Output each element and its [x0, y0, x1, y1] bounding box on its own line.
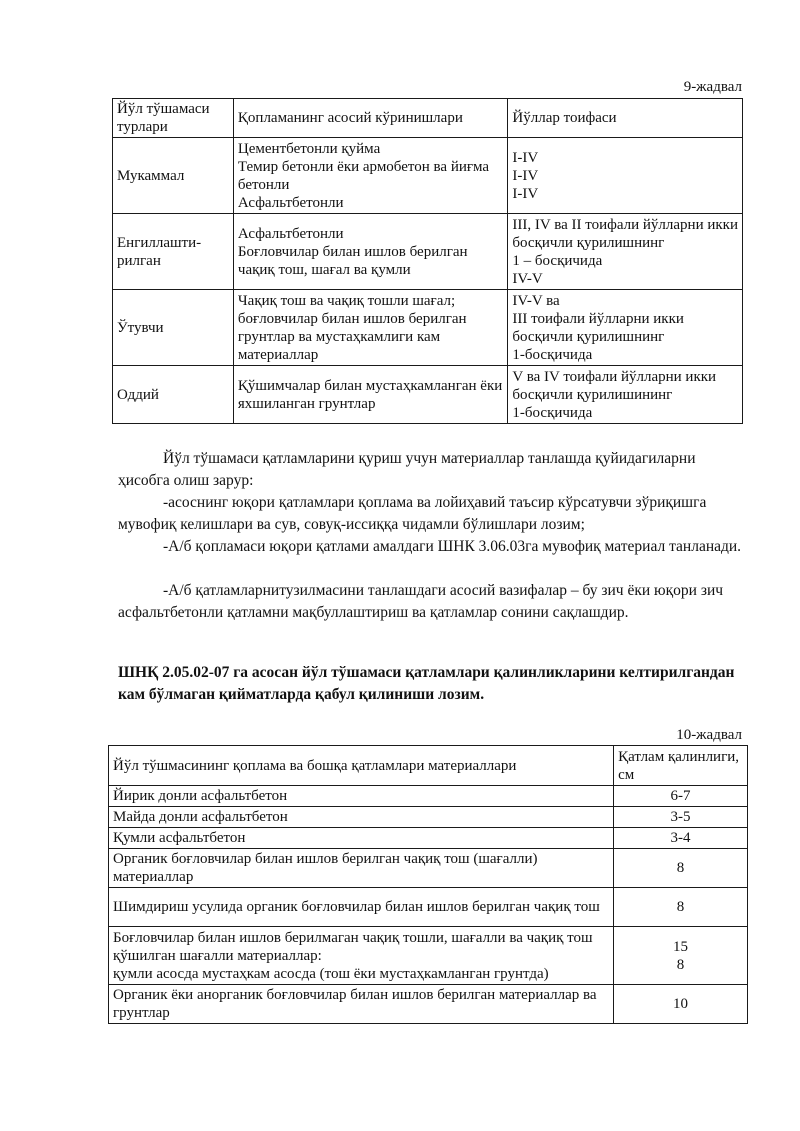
table9-cell-type	[113, 214, 234, 290]
paragraph: -А/б қопламаси юқори қатлами амалдаги ШНК 3.06.03га мувофиқ материал танланади.	[163, 538, 742, 555]
table9-cell-surface	[233, 138, 508, 214]
table10-row	[109, 807, 748, 828]
table10-row	[109, 786, 748, 807]
material-line: қумли асосда мустаҳкам асосда (тош ёки мустаҳкамланган грунтда)	[113, 965, 549, 982]
category-line: V ва IV тоифали йўлларни икки босқичли қурилишининг	[512, 368, 717, 403]
surface-line: Боғловчилар билан ишлов берилган чақиқ тош, шағал ва қумли	[237, 243, 468, 278]
table10-row	[109, 985, 748, 1024]
table10-cell-thickness: 10	[614, 985, 748, 1024]
thickness-line: 8	[676, 956, 685, 973]
table9-header-category: Йўллар тоифаси	[508, 99, 743, 138]
table10-cell-material: Органик ёки анорганик боғловчилар билан ишлов берилган материаллар ва грунтлар	[109, 985, 614, 1024]
category-line: III тоифали йўлларни икки босқичли қурилишнинг	[512, 310, 684, 345]
paragraph: -А/б қатламларнитузилмасини танлашдаги асосий вазифалар – бу зич ёки юқори зич асфальтбетонли қатламни мақбуллаштириш ва қатламлар сонини сақлашдир.	[118, 582, 724, 621]
table9-cell-type: Мукаммал	[113, 138, 234, 214]
table10-cell-thickness: 8	[614, 888, 748, 927]
table9-header-type: Йўл тўшамаси турлари	[113, 99, 234, 138]
surface-line: Темир бетонли ёки армобетон ва йиғма бетонли	[237, 158, 490, 193]
table9-cell-category	[508, 214, 743, 290]
table10-cell-material: Органик боғловчилар билан ишлов берилган чақиқ тош (шағалли) материаллар	[109, 849, 614, 888]
table10-cell-thickness	[614, 927, 748, 985]
table9-cell-surface: Қўшимчалар билан мустаҳкамланган ёки яхшиланган грунтлар	[233, 366, 508, 424]
material-line: Боғловчилар билан ишлов берилмаган чақиқ тошли, шағалли ва чақиқ тош қўшилган шағалли материаллар:	[113, 929, 593, 964]
table10-cell-thickness: 6-7	[614, 786, 748, 807]
paragraph: Йўл тўшамаси қатламларини қуриш учун материаллар танлашда қуйидагиларни ҳисобга олиш зарур:	[118, 450, 696, 489]
table9-row	[113, 138, 743, 214]
table10-cell-thickness: 3-5	[614, 807, 748, 828]
table10-cell-material: Йирик донли асфальтбетон	[109, 786, 614, 807]
table10-cell-thickness: 3-4	[614, 828, 748, 849]
table9	[112, 98, 743, 424]
table9-cell-surface: Чақиқ тош ва чақиқ тошли шағал; боғловчилар билан ишлов берилган грунтлар ва мустаҳкамлиги кам материаллар	[233, 290, 508, 366]
category-line: 1-босқичида	[512, 346, 593, 363]
category-line: I-IV	[512, 167, 539, 184]
table9-row	[113, 366, 743, 424]
table10-cell-material	[109, 927, 614, 985]
table10-row	[109, 888, 748, 927]
table10-row	[109, 849, 748, 888]
table9-cell-type: Ўтувчи	[113, 290, 234, 366]
surface-line: Асфальтбетонли	[237, 194, 344, 211]
table10-cell-thickness: 8	[614, 849, 748, 888]
table9-caption: 9-жадвал	[683, 79, 742, 95]
table9-cell-category	[508, 290, 743, 366]
table9-row	[113, 214, 743, 290]
table9-cell-type: Оддий	[113, 366, 234, 424]
table10-header-thickness: Қатлам қалинлиги, см	[614, 746, 748, 786]
section-heading: ШНҚ 2.05.02-07 га асосан йўл тўшамаси қатламлари қалинликларини келтирилгандан кам бўлмаган қийматларда қабул қилиниши лозим.	[118, 664, 735, 703]
category-line: 1 – босқичида	[512, 252, 603, 269]
table10	[108, 745, 748, 1024]
category-line: 1-босқичида	[512, 404, 593, 421]
table10-row	[109, 927, 748, 985]
category-line: IV-V	[512, 270, 543, 287]
surface-line: Асфальтбетонли	[237, 225, 344, 242]
table9-cell-surface	[233, 214, 508, 290]
table10-cell-material: Майда донли асфальтбетон	[109, 807, 614, 828]
paragraph: -асоснинг юқори қатламлари қоплама ва лойиҳавий таъсир кўрсатувчи зўриқишга мувофиқ келишлари ва сув, совуқ-иссиққа чидамли бўлишлари лозим;	[118, 494, 707, 533]
category-line: III, IV ва II тоифали йўлларни икки босқичли қурилишнинг	[512, 216, 738, 251]
table10-caption: 10-жадвал	[676, 727, 742, 743]
category-line: I-IV	[512, 185, 539, 202]
table10-cell-material: Шимдириш усулида органик боғловчилар билан ишлов берилган чақиқ тош	[109, 888, 614, 927]
table9-cell-category	[508, 138, 743, 214]
table10-row	[109, 828, 748, 849]
surface-line: Цементбетонли қуйма	[237, 140, 381, 157]
type-line: рилган	[117, 252, 161, 269]
category-line: IV-V ва	[512, 292, 560, 309]
thickness-line: 15	[673, 938, 689, 955]
table9-header-surface: Қопламанинг асосий кўринишлари	[233, 99, 508, 138]
table10-header-material: Йўл тўшмасининг қоплама ва бошқа қатламлари материаллари	[109, 746, 614, 786]
category-line: I-IV	[512, 149, 539, 166]
table9-cell-category	[508, 366, 743, 424]
table9-header-row	[113, 99, 743, 138]
type-line: Енгиллашти-	[117, 234, 202, 251]
table10-cell-material: Қумли асфальтбетон	[109, 828, 614, 849]
table9-row	[113, 290, 743, 366]
table10-header-row	[109, 746, 748, 786]
